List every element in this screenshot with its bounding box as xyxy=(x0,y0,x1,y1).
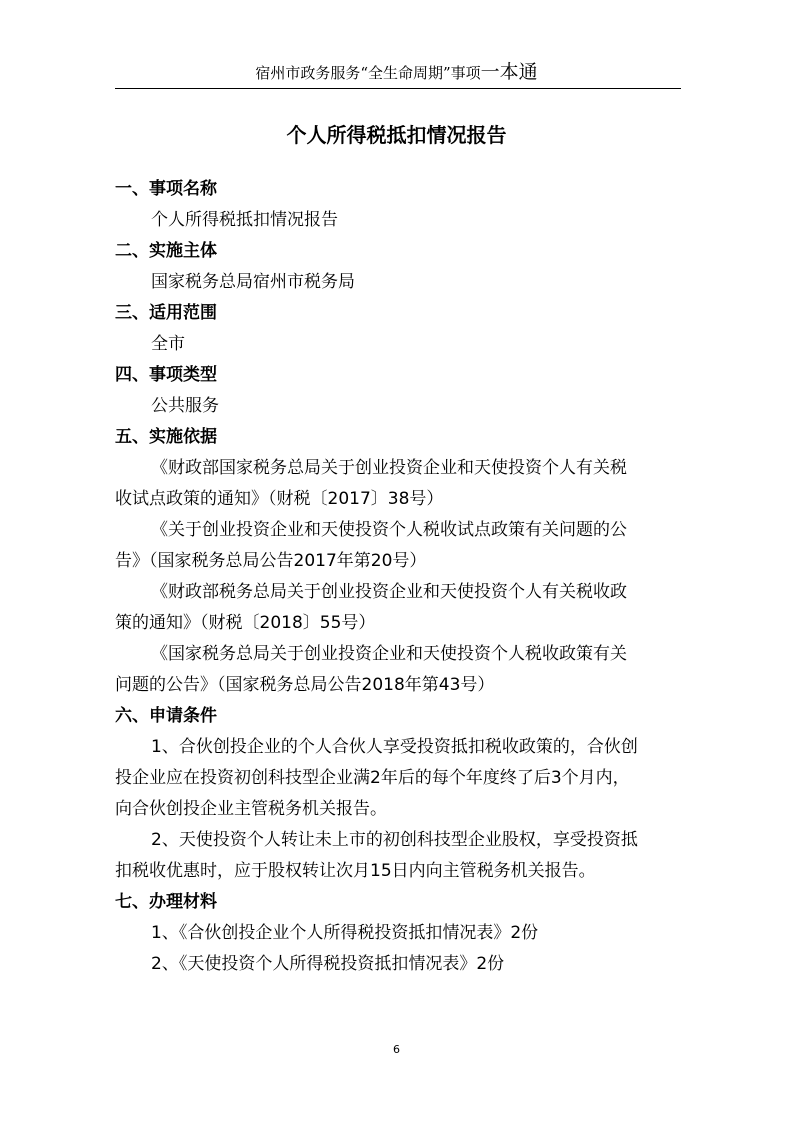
basis-paragraph-1-line-1: 《财政部国家税务总局关于创业投资企业和天使投资个人有关税 xyxy=(151,458,627,478)
document-body xyxy=(115,174,685,980)
basis-paragraph-2-line-2: 告》（国家税务总局公告2017年第20号） xyxy=(115,551,427,571)
document-title: 个人所得税抵扣情况报告 xyxy=(286,123,507,147)
condition-1-line-2: 投企业应在投资初创科技型企业满2年后的每个年度终了后3个月内， xyxy=(115,768,630,788)
condition-2-line-1: 2、天使投资个人转让未上市的初创科技型企业股权，享受投资抵 xyxy=(151,830,638,850)
condition-2-line-2: 扣税收优惠时，应于股权转让次月15日内向主管税务机关报告。 xyxy=(115,861,596,881)
page-number: 6 xyxy=(393,1043,400,1056)
section-heading-basis: 五、实施依据 xyxy=(115,427,217,447)
section-heading-type: 四、事项类型 xyxy=(115,365,217,385)
basis-paragraph-3-line-1: 《财政部税务总局关于创业投资企业和天使投资个人有关税收政 xyxy=(151,582,627,602)
header-divider xyxy=(115,88,681,89)
section-heading-conditions: 六、申请条件 xyxy=(115,706,217,726)
header-emphasis: 一本通 xyxy=(480,61,538,83)
section-text-implementer: 国家税务总局宿州市税务局 xyxy=(151,272,355,292)
material-item-1: 1、《合伙创投企业个人所得税投资抵扣情况表》2份 xyxy=(151,923,539,943)
section-text-scope: 全市 xyxy=(151,334,185,354)
basis-paragraph-2-line-1: 《关于创业投资企业和天使投资个人税收试点政策有关问题的公 xyxy=(151,520,627,540)
basis-paragraph-4-line-1: 《国家税务总局关于创业投资企业和天使投资个人税收政策有关 xyxy=(151,644,627,664)
material-item-2: 2、《天使投资个人所得税投资抵扣情况表》2份 xyxy=(151,954,505,974)
basis-paragraph-3-line-2: 策的通知》（财税〔2018〕55号） xyxy=(115,613,376,633)
header-text: 宿州市政务服务“全生命周期”事项 xyxy=(255,64,481,82)
condition-1-line-3: 向合伙创投企业主管税务机关报告。 xyxy=(115,799,387,819)
basis-paragraph-4-line-2: 问题的公告》（国家税务总局公告2018年第43号） xyxy=(115,675,495,695)
condition-1-line-1: 1、合伙创投企业的个人合伙人享受投资抵扣税收政策的，合伙创 xyxy=(151,737,638,757)
basis-paragraph-1-line-2: 收试点政策的通知》（财税〔2017〕38号） xyxy=(115,489,444,509)
section-heading-item-name: 一、事项名称 xyxy=(115,179,217,199)
section-text-type: 公共服务 xyxy=(151,396,219,416)
section-heading-scope: 三、适用范围 xyxy=(115,303,217,323)
section-heading-materials: 七、办理材料 xyxy=(115,892,217,912)
section-text-item-name: 个人所得税抵扣情况报告 xyxy=(151,210,338,230)
page-header xyxy=(0,61,793,84)
section-heading-implementer: 二、实施主体 xyxy=(115,241,217,261)
